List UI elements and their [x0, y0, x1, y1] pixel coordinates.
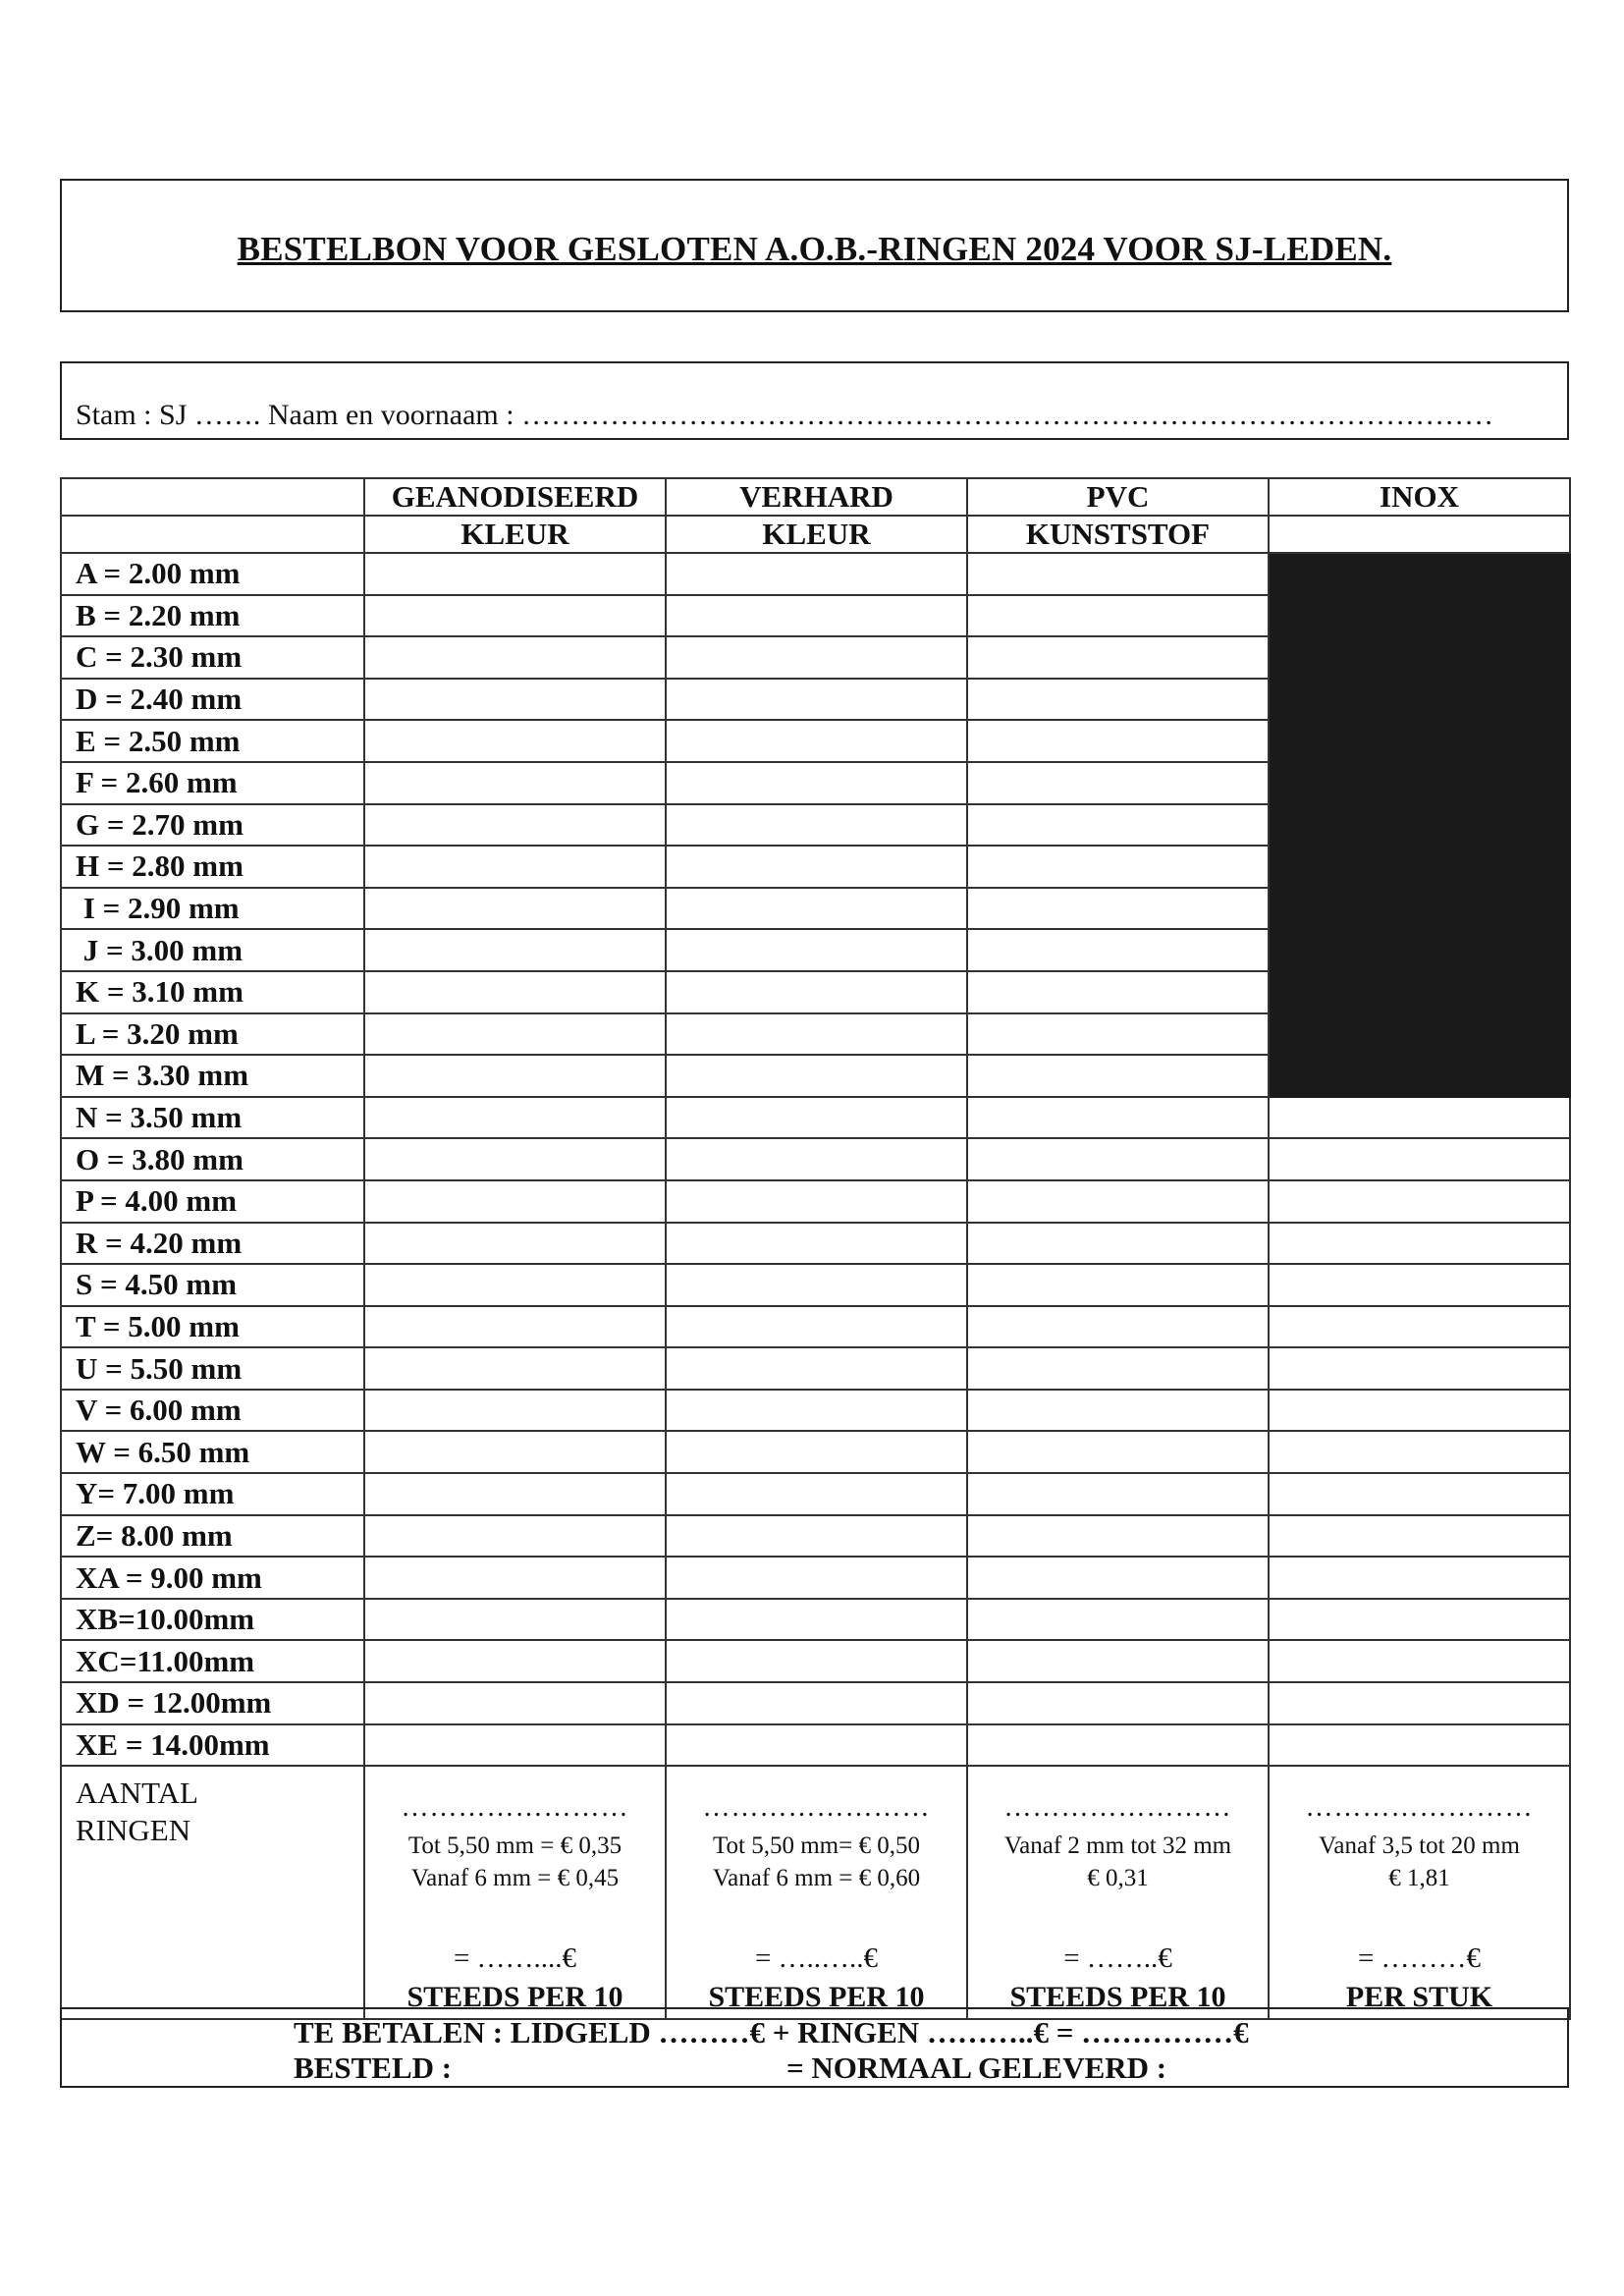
quantity-cell-geanodiseerd[interactable]	[364, 720, 666, 762]
col-header-geanodiseerd: GEANODISEERD	[364, 478, 666, 516]
quantity-cell-geanodiseerd[interactable]	[364, 1097, 666, 1139]
col-subheader-inox	[1269, 516, 1570, 553]
quantity-cell-pvc[interactable]	[967, 1515, 1269, 1558]
size-row	[61, 846, 1570, 888]
unavailable-cell-inox	[1269, 636, 1570, 679]
quantity-cell-geanodiseerd[interactable]	[364, 1724, 666, 1767]
size-row	[61, 971, 1570, 1013]
unavailable-cell-inox	[1269, 553, 1570, 595]
unit-note-geanodiseerd: STEEDS PER 10	[406, 1981, 623, 2014]
quantity-cell-pvc[interactable]	[967, 595, 1269, 637]
quantity-cell-verhard[interactable]	[666, 1097, 967, 1139]
size-label: G = 2.70 mm	[61, 804, 364, 847]
col-subheader-pvc: KUNSTSTOF	[967, 516, 1269, 553]
quantity-cell-inox[interactable]	[1269, 1097, 1570, 1139]
size-label: I = 2.90 mm	[61, 888, 364, 930]
quantity-cell-inox[interactable]	[1269, 1640, 1570, 1682]
quantity-cell-geanodiseerd[interactable]	[364, 1557, 666, 1599]
quantity-cell-verhard[interactable]	[666, 888, 967, 930]
quantity-cell-pvc[interactable]	[967, 1473, 1269, 1515]
quantity-cell-geanodiseerd[interactable]	[364, 1223, 666, 1265]
price-line1-inox: Vanaf 3,5 tot 20 mm	[1319, 1832, 1520, 1860]
quantity-cell-inox[interactable]	[1269, 1264, 1570, 1306]
quantity-cell-geanodiseerd[interactable]	[364, 1347, 666, 1390]
price-line2-pvc: € 0,31	[1087, 1865, 1149, 1892]
quantity-cell-geanodiseerd[interactable]	[364, 1055, 666, 1097]
quantity-cell-geanodiseerd[interactable]	[364, 553, 666, 595]
quantity-cell-geanodiseerd[interactable]	[364, 1138, 666, 1180]
quantity-cell-verhard[interactable]	[666, 720, 967, 762]
quantity-cell-pvc[interactable]	[967, 1138, 1269, 1180]
size-label: XE = 14.00mm	[61, 1724, 364, 1767]
unavailable-cell-inox	[1269, 762, 1570, 804]
quantity-cell-pvc[interactable]	[967, 1180, 1269, 1223]
quantity-cell-pvc[interactable]	[967, 1223, 1269, 1265]
size-label: F = 2.60 mm	[61, 762, 364, 804]
size-label: H = 2.80 mm	[61, 846, 364, 888]
quantity-cell-geanodiseerd[interactable]	[364, 595, 666, 637]
quantity-cell-geanodiseerd[interactable]	[364, 846, 666, 888]
quantity-cell-verhard[interactable]	[666, 1223, 967, 1265]
size-label: V = 6.00 mm	[61, 1390, 364, 1432]
quantity-cell-verhard[interactable]	[666, 1640, 967, 1682]
aantal-label-line1: AANTAL	[76, 1776, 198, 1811]
size-row	[61, 1347, 1570, 1390]
size-label: J = 3.00 mm	[61, 929, 364, 971]
header-row-2	[61, 516, 1570, 553]
col-subheader-verhard: KLEUR	[666, 516, 967, 553]
size-row	[61, 1724, 1570, 1767]
quantity-cell-pvc[interactable]	[967, 846, 1269, 888]
aantal-row	[61, 1766, 1570, 2019]
quantity-cell-pvc[interactable]	[967, 929, 1269, 971]
count-field-geanodiseerd[interactable]: ……………………	[401, 1792, 629, 1824]
size-label: W = 6.50 mm	[61, 1431, 364, 1473]
unit-note-inox: PER STUK	[1345, 1981, 1493, 2014]
header-corner-cell	[61, 478, 364, 516]
quantity-cell-pvc[interactable]	[967, 1557, 1269, 1599]
quantity-cell-geanodiseerd[interactable]	[364, 1431, 666, 1473]
quantity-cell-pvc[interactable]	[967, 1097, 1269, 1139]
price-line2-verhard: Vanaf 6 mm = € 0,60	[712, 1865, 921, 1892]
size-row	[61, 804, 1570, 847]
quantity-cell-inox[interactable]	[1269, 1682, 1570, 1724]
total-field-pvc[interactable]: = ……..€	[1063, 1942, 1172, 1975]
price-cell-geanodiseerd	[364, 1766, 666, 2019]
size-row	[61, 762, 1570, 804]
geleverd-label: = NORMAAL GELEVERD :	[786, 2050, 1167, 2085]
price-line1-pvc: Vanaf 2 mm tot 32 mm	[1003, 1832, 1232, 1860]
size-label: L = 3.20 mm	[61, 1013, 364, 1056]
aantal-label-line2: RINGEN	[76, 1813, 191, 1848]
quantity-cell-inox[interactable]	[1269, 1599, 1570, 1641]
quantity-cell-pvc[interactable]	[967, 720, 1269, 762]
form-title: BESTELBON VOOR GESLOTEN A.O.B.-RINGEN 2024 VOOR SJ-LEDEN.	[237, 230, 1392, 268]
unavailable-cell-inox	[1269, 971, 1570, 1013]
quantity-cell-verhard[interactable]	[666, 1431, 967, 1473]
member-info-box	[60, 361, 1569, 440]
quantity-cell-inox[interactable]	[1269, 1180, 1570, 1223]
quantity-cell-geanodiseerd[interactable]	[364, 762, 666, 804]
total-field-geanodiseerd[interactable]: = ……....€	[453, 1942, 577, 1975]
size-label: XB=10.00mm	[61, 1599, 364, 1641]
col-subheader-geanodiseerd: KLEUR	[364, 516, 666, 553]
size-label: B = 2.20 mm	[61, 595, 364, 637]
size-row	[61, 1055, 1570, 1097]
size-label: A = 2.00 mm	[61, 553, 364, 595]
payment-line[interactable]: TE BETALEN : LIDGELD ………€ + RINGEN ………..€ = ……………€	[294, 2015, 1249, 2050]
quantity-cell-pvc[interactable]	[967, 1431, 1269, 1473]
size-row	[61, 553, 1570, 595]
quantity-cell-verhard[interactable]	[666, 1055, 967, 1097]
size-label: O = 3.80 mm	[61, 1138, 364, 1180]
quantity-cell-pvc[interactable]	[967, 971, 1269, 1013]
quantity-cell-geanodiseerd[interactable]	[364, 1682, 666, 1724]
size-row	[61, 1557, 1570, 1599]
col-header-pvc: PVC	[967, 478, 1269, 516]
quantity-cell-pvc[interactable]	[967, 1306, 1269, 1348]
size-row	[61, 1431, 1570, 1473]
unavailable-cell-inox	[1269, 1013, 1570, 1056]
quantity-cell-pvc[interactable]	[967, 553, 1269, 595]
quantity-cell-verhard[interactable]	[666, 1557, 967, 1599]
size-row	[61, 1013, 1570, 1056]
size-row	[61, 1473, 1570, 1515]
quantity-cell-verhard[interactable]	[666, 595, 967, 637]
size-row	[61, 1180, 1570, 1223]
size-row	[61, 888, 1570, 930]
size-label: S = 4.50 mm	[61, 1264, 364, 1306]
unit-note-pvc: STEEDS PER 10	[1009, 1981, 1226, 2014]
order-table	[60, 477, 1571, 2020]
quantity-cell-inox[interactable]	[1269, 1515, 1570, 1558]
quantity-cell-pvc[interactable]	[967, 1264, 1269, 1306]
quantity-cell-geanodiseerd[interactable]	[364, 1473, 666, 1515]
quantity-cell-pvc[interactable]	[967, 888, 1269, 930]
quantity-cell-verhard[interactable]	[666, 1347, 967, 1390]
quantity-cell-geanodiseerd[interactable]	[364, 1306, 666, 1348]
quantity-cell-verhard[interactable]	[666, 1682, 967, 1724]
price-cell-pvc	[967, 1766, 1269, 2019]
quantity-cell-verhard[interactable]	[666, 1264, 967, 1306]
size-label: XA = 9.00 mm	[61, 1557, 364, 1599]
quantity-cell-inox[interactable]	[1269, 1223, 1570, 1265]
size-label: U = 5.50 mm	[61, 1347, 364, 1390]
size-label: XD = 12.00mm	[61, 1682, 364, 1724]
size-row	[61, 929, 1570, 971]
quantity-cell-inox[interactable]	[1269, 1431, 1570, 1473]
quantity-cell-verhard[interactable]	[666, 1599, 967, 1641]
quantity-cell-pvc[interactable]	[967, 1599, 1269, 1641]
size-label: M = 3.30 mm	[61, 1055, 364, 1097]
unavailable-cell-inox	[1269, 679, 1570, 721]
size-row	[61, 1097, 1570, 1139]
quantity-cell-geanodiseerd[interactable]	[364, 1013, 666, 1056]
quantity-cell-verhard[interactable]	[666, 679, 967, 721]
quantity-cell-pvc[interactable]	[967, 636, 1269, 679]
quantity-cell-verhard[interactable]	[666, 971, 967, 1013]
col-header-inox: INOX	[1269, 478, 1570, 516]
count-field-inox[interactable]: ……………………	[1305, 1792, 1534, 1824]
header-corner-cell-2	[61, 516, 364, 553]
size-row	[61, 1138, 1570, 1180]
quantity-cell-inox[interactable]	[1269, 1557, 1570, 1599]
quantity-cell-pvc[interactable]	[967, 762, 1269, 804]
quantity-cell-verhard[interactable]	[666, 553, 967, 595]
price-line1-geanodiseerd: Tot 5,50 mm = € 0,35	[407, 1832, 623, 1860]
quantity-cell-geanodiseerd[interactable]	[364, 1180, 666, 1223]
quantity-cell-pvc[interactable]	[967, 1724, 1269, 1767]
quantity-cell-verhard[interactable]	[666, 1390, 967, 1432]
price-line2-geanodiseerd: Vanaf 6 mm = € 0,45	[410, 1865, 620, 1892]
size-label: R = 4.20 mm	[61, 1223, 364, 1265]
quantity-cell-verhard[interactable]	[666, 1180, 967, 1223]
size-row	[61, 720, 1570, 762]
quantity-cell-geanodiseerd[interactable]	[364, 1264, 666, 1306]
quantity-cell-verhard[interactable]	[666, 846, 967, 888]
quantity-cell-verhard[interactable]	[666, 1473, 967, 1515]
size-row	[61, 1264, 1570, 1306]
size-row	[61, 595, 1570, 637]
quantity-cell-verhard[interactable]	[666, 1306, 967, 1348]
total-field-verhard[interactable]: = …..…..€	[754, 1942, 879, 1975]
size-label: K = 3.10 mm	[61, 971, 364, 1013]
quantity-cell-geanodiseerd[interactable]	[364, 1640, 666, 1682]
size-label: Y= 7.00 mm	[61, 1473, 364, 1515]
size-row	[61, 1599, 1570, 1641]
quantity-cell-verhard[interactable]	[666, 1138, 967, 1180]
quantity-cell-verhard[interactable]	[666, 804, 967, 847]
unavailable-cell-inox	[1269, 888, 1570, 930]
quantity-cell-geanodiseerd[interactable]	[364, 804, 666, 847]
quantity-cell-geanodiseerd[interactable]	[364, 636, 666, 679]
quantity-cell-pvc[interactable]	[967, 679, 1269, 721]
size-row	[61, 1640, 1570, 1682]
quantity-cell-inox[interactable]	[1269, 1347, 1570, 1390]
total-field-inox[interactable]: = ………€	[1357, 1942, 1482, 1975]
quantity-cell-inox[interactable]	[1269, 1390, 1570, 1432]
quantity-cell-geanodiseerd[interactable]	[364, 1599, 666, 1641]
quantity-cell-inox[interactable]	[1269, 1306, 1570, 1348]
quantity-cell-pvc[interactable]	[967, 1055, 1269, 1097]
quantity-cell-pvc[interactable]	[967, 1682, 1269, 1724]
size-label: XC=11.00mm	[61, 1640, 364, 1682]
count-field-verhard[interactable]: ……………………	[702, 1792, 931, 1824]
size-label: N = 3.50 mm	[61, 1097, 364, 1139]
size-label: Z= 8.00 mm	[61, 1515, 364, 1558]
unit-note-verhard: STEEDS PER 10	[708, 1981, 925, 2014]
size-label: E = 2.50 mm	[61, 720, 364, 762]
quantity-cell-verhard[interactable]	[666, 1724, 967, 1767]
title-box	[60, 179, 1569, 312]
quantity-cell-pvc[interactable]	[967, 1347, 1269, 1390]
unavailable-cell-inox	[1269, 595, 1570, 637]
unavailable-cell-inox	[1269, 929, 1570, 971]
quantity-cell-inox[interactable]	[1269, 1724, 1570, 1767]
size-label: C = 2.30 mm	[61, 636, 364, 679]
quantity-cell-pvc[interactable]	[967, 1640, 1269, 1682]
quantity-cell-geanodiseerd[interactable]	[364, 929, 666, 971]
price-line2-inox: € 1,81	[1388, 1865, 1450, 1892]
besteld-label: BESTELD :	[294, 2050, 453, 2085]
size-label: T = 5.00 mm	[61, 1306, 364, 1348]
quantity-cell-verhard[interactable]	[666, 929, 967, 971]
quantity-cell-geanodiseerd[interactable]	[364, 679, 666, 721]
quantity-cell-geanodiseerd[interactable]	[364, 1390, 666, 1432]
quantity-cell-verhard[interactable]	[666, 636, 967, 679]
size-row	[61, 1306, 1570, 1348]
size-label: D = 2.40 mm	[61, 679, 364, 721]
member-name-line[interactable]: Stam : SJ ……. Naam en voornaam : ………………………………………………………………………………………	[76, 399, 1494, 431]
quantity-cell-inox[interactable]	[1269, 1473, 1570, 1515]
quantity-cell-pvc[interactable]	[967, 1013, 1269, 1056]
size-row	[61, 636, 1570, 679]
aantal-label	[61, 1766, 364, 2019]
size-row	[61, 1515, 1570, 1558]
unavailable-cell-inox	[1269, 1055, 1570, 1097]
price-cell-inox	[1269, 1766, 1570, 2019]
size-row	[61, 1223, 1570, 1265]
quantity-cell-verhard[interactable]	[666, 762, 967, 804]
price-line1-verhard: Tot 5,50 mm= € 0,50	[713, 1832, 920, 1860]
header-row-1	[61, 478, 1570, 516]
quantity-cell-pvc[interactable]	[967, 1390, 1269, 1432]
size-row	[61, 679, 1570, 721]
unavailable-cell-inox	[1269, 720, 1570, 762]
quantity-cell-inox[interactable]	[1269, 1138, 1570, 1180]
quantity-cell-geanodiseerd[interactable]	[364, 888, 666, 930]
quantity-cell-geanodiseerd[interactable]	[364, 971, 666, 1013]
size-row	[61, 1390, 1570, 1432]
count-field-pvc[interactable]: ……………………	[1003, 1792, 1232, 1824]
quantity-cell-pvc[interactable]	[967, 804, 1269, 847]
unavailable-cell-inox	[1269, 846, 1570, 888]
quantity-cell-geanodiseerd[interactable]	[364, 1515, 666, 1558]
col-header-verhard: VERHARD	[666, 478, 967, 516]
payment-box	[60, 2007, 1569, 2088]
quantity-cell-verhard[interactable]	[666, 1515, 967, 1558]
size-label: P = 4.00 mm	[61, 1180, 364, 1223]
size-row	[61, 1682, 1570, 1724]
quantity-cell-verhard[interactable]	[666, 1013, 967, 1056]
unavailable-cell-inox	[1269, 804, 1570, 847]
price-cell-verhard	[666, 1766, 967, 2019]
